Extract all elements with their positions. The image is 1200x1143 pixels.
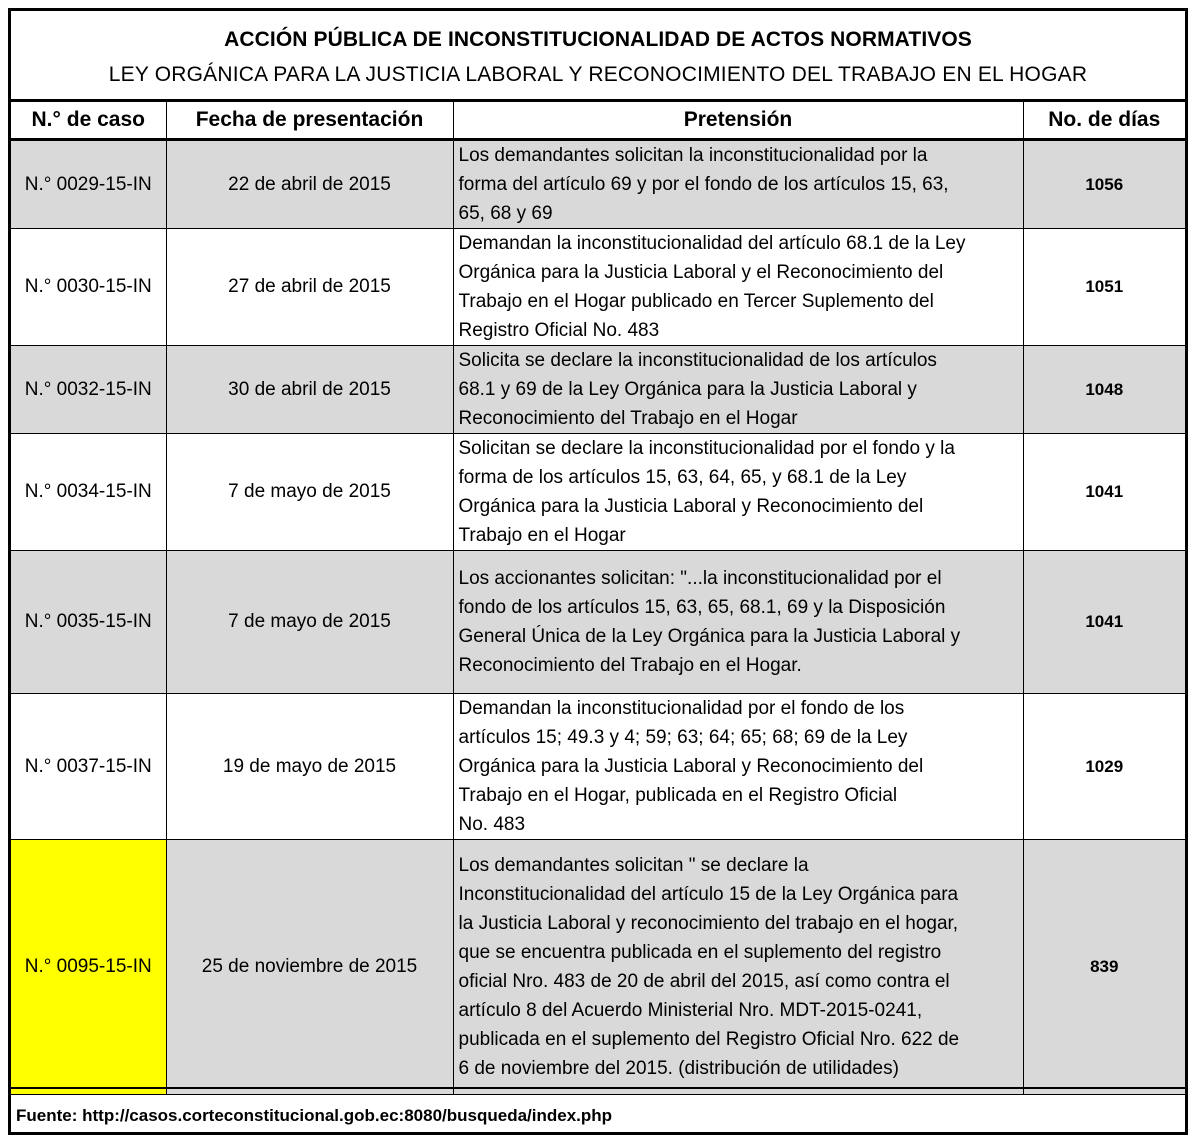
pretension-line: Demandan la inconstitucionalidad por el fondo de los — [458, 697, 905, 719]
cell-pretension — [453, 839, 1023, 1094]
pretension-line: Reconocimiento del Trabajo en el Hogar — [458, 407, 798, 429]
cell-caso: N.° 0035-15-IN — [11, 550, 166, 693]
table-row — [11, 433, 1185, 550]
cell-dias — [1023, 550, 1185, 693]
table-row — [11, 228, 1185, 345]
table-row — [11, 345, 1185, 433]
cell-dias — [1023, 228, 1185, 345]
cell-dias — [1023, 839, 1185, 1094]
cell-dias — [1023, 693, 1185, 839]
pretension-line: Solicita se declare la inconstitucionalidad de los artículos — [458, 349, 937, 371]
dias-value: 1041 — [1085, 482, 1124, 501]
cell-caso: N.° 0034-15-IN — [11, 433, 166, 550]
pretension-line: Registro Oficial No. 483 — [458, 319, 660, 341]
pretension-line: Los demandantes solicitan " se declare la — [458, 854, 809, 876]
table-row — [11, 693, 1185, 839]
pretension-line: Trabajo en el Hogar — [458, 524, 626, 546]
document-frame — [8, 8, 1188, 1135]
footer — [11, 1087, 1185, 1132]
main-title: ACCIÓN PÚBLICA DE INCONSTITUCIONALIDAD DE ACTOS NORMATIVOS — [224, 28, 972, 51]
header-dias: No. de días — [1023, 102, 1185, 139]
pretension-line: publicada en el suplemento del Registro Oficial Nro. 622 de — [458, 1028, 960, 1050]
dias-value: 1056 — [1085, 174, 1124, 194]
header-caso: N.° de caso — [11, 102, 166, 139]
pretension-line: No. 483 — [458, 813, 526, 835]
pretension-line: Orgánica para la Justicia Laboral y el Reconocimiento del — [458, 261, 944, 283]
pretension-line: artículos 15; 49.3 y 4; 59; 63; 64; 65; 68; 69 de la Ley — [458, 726, 908, 748]
cell-fecha: 30 de abril de 2015 — [166, 345, 453, 433]
cell-caso: N.° 0037-15-IN — [11, 693, 166, 839]
cell-fecha: 27 de abril de 2015 — [166, 228, 453, 345]
pretension-line: la Justicia Laboral y reconocimiento del trabajo en el hogar, — [458, 912, 959, 934]
cell-dias — [1023, 345, 1185, 433]
cases-table — [11, 102, 1185, 1095]
pretension-line: 68.1 y 69 de la Ley Orgánica para la Justicia Laboral y — [458, 378, 917, 400]
cell-pretension — [453, 433, 1023, 550]
pretension-line: que se encuentra publicada en el suplemento del registro — [458, 941, 942, 963]
pretension-line: artículo 8 del Acuerdo Ministerial Nro. MDT-2015-0241, — [458, 999, 923, 1021]
cell-caso: N.° 0032-15-IN — [11, 345, 166, 433]
table-row — [11, 139, 1185, 228]
header-row — [11, 102, 1185, 139]
pretension-line: 6 de noviembre del 2015. (distribución de utilidades) — [458, 1057, 899, 1079]
dias-value: 1041 — [1085, 612, 1124, 631]
dias-value: 1048 — [1085, 379, 1124, 399]
pretension-line: oficial Nro. 483 de 20 de abril del 2015, así como contra el — [458, 970, 950, 992]
cell-fecha: 7 de mayo de 2015 — [166, 433, 453, 550]
dias-value: 1051 — [1085, 277, 1124, 296]
dias-value: 1029 — [1085, 756, 1124, 776]
pretension-line: 65, 68 y 69 — [458, 202, 553, 224]
pretension-line: Orgánica para la Justicia Laboral y Reconocimiento del — [458, 495, 924, 517]
cell-caso: N.° 0029-15-IN — [11, 139, 166, 228]
subtitle: LEY ORGÁNICA PARA LA JUSTICIA LABORAL Y RECONOCIMIENTO DEL TRABAJO EN EL HOGAR — [108, 63, 1088, 86]
header-fecha: Fecha de presentación — [166, 102, 453, 139]
pretension-line: Inconstitucionalidad del artículo 15 de la Ley Orgánica para — [458, 883, 959, 905]
header-pretension: Pretensión — [453, 102, 1023, 139]
pretension-line: Trabajo en el Hogar publicado en Tercer Suplemento del — [458, 290, 934, 312]
pretension-line: Los demandantes solicitan la inconstitucionalidad por la — [458, 144, 928, 166]
pretension-line: forma de los artículos 15, 63, 64, 65, y 68.1 de la Ley — [458, 466, 907, 488]
cell-pretension — [453, 228, 1023, 345]
table-row — [11, 839, 1185, 1094]
cell-fecha: 25 de noviembre de 2015 — [166, 839, 453, 1094]
pretension-line: Demandan la inconstitucionalidad del artículo 68.1 de la Ley — [458, 232, 966, 254]
cell-caso: N.° 0030-15-IN — [11, 228, 166, 345]
dias-value: 839 — [1090, 957, 1119, 976]
cell-pretension — [453, 550, 1023, 693]
cell-fecha: 19 de mayo de 2015 — [166, 693, 453, 839]
pretension-line: Solicitan se declare la inconstitucionalidad por el fondo y la — [458, 437, 955, 459]
cell-fecha: 22 de abril de 2015 — [166, 139, 453, 228]
source-note: Fuente: http://casos.corteconstitucional.gob.ec:8080/busqueda/index.php — [16, 1106, 613, 1125]
pretension-line: fondo de los artículos 15, 63, 65, 68.1, 69 y la Disposición — [458, 596, 946, 618]
title-block — [11, 11, 1185, 102]
cell-dias — [1023, 139, 1185, 228]
cell-caso: N.° 0095-15-IN — [11, 839, 166, 1094]
cell-pretension — [453, 693, 1023, 839]
pretension-line: Trabajo en el Hogar, publicada en el Registro Oficial — [458, 784, 898, 806]
cell-dias — [1023, 433, 1185, 550]
cell-fecha: 7 de mayo de 2015 — [166, 550, 453, 693]
pretension-line: Reconocimiento del Trabajo en el Hogar. — [458, 654, 802, 676]
cell-pretension — [453, 345, 1023, 433]
pretension-line: Orgánica para la Justicia Laboral y Reconocimiento del — [458, 755, 924, 777]
table-row — [11, 550, 1185, 693]
pretension-line: forma del artículo 69 y por el fondo de los artículos 15, 63, — [458, 173, 949, 195]
pretension-line: General Única de la Ley Orgánica para la Justicia Laboral y — [458, 625, 961, 647]
table-body — [11, 139, 1185, 1094]
cell-pretension — [453, 139, 1023, 228]
pretension-line: Los accionantes solicitan: "...la inconstitucionalidad por el — [458, 567, 942, 589]
